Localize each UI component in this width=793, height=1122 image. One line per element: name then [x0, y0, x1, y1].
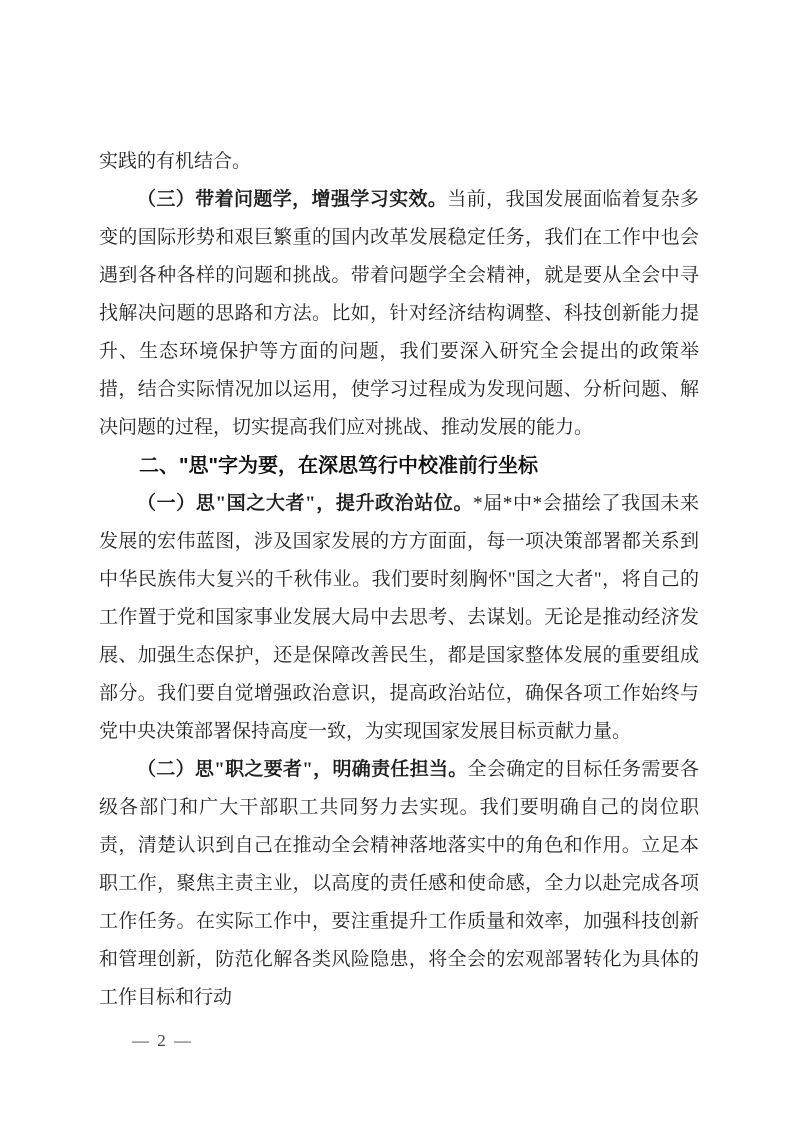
- paragraph-text-three: 当前，我国发展面临着复杂多变的国际形势和艰巨繁重的国内改革发展稳定任务，我们在工作中也会遇到各种各样的问题和挑战。带着问题学全会精神，就是要从全会中寻找解决问题的思路和方法。比如，针对经济结构调整、科技创新能力提升、生态环境保护等方面的问题，我们要深入研究全会提出的政策举措，结合实际情况加以运用，使学习过程成为发现问题、分析问题、解决问题的过程，切实提高我们应对挑战、推动发展的能力。: [99, 189, 699, 438]
- document-body: [99, 143, 699, 1017]
- paragraph-item-two: [99, 751, 699, 1017]
- paragraph-continuation: 实践的有机结合。: [99, 151, 252, 172]
- paragraph-lead-one: （一）思"国之大者"，提升政治站位。: [137, 493, 474, 514]
- section-heading-two: 二、"思"字为要，在深思笃行中校准前行坐标: [139, 455, 538, 477]
- paragraph-lead-three: （三）带着问题学，增强学习实效。: [137, 189, 448, 210]
- paragraph-text-one: *届*中*会描绘了我国未来发展的宏伟蓝图，涉及国家发展的方方面面，每一项决策部署都关系到中华民族伟大复兴的千秋伟业。我们要时刻胸怀"国之大者"，将自己的工作置于党和国家事业发展大局中去思考、去谋划。无论是推动经济发展、加强生态保护，还是保障改善民生，都是国家整体发展的重要组成部分。我们要自觉增强政治意识，提高政治站位，确保各项工作始终与党中央决策部署保持高度一致，为实现国家发展目标贡献力量。: [99, 493, 699, 742]
- paragraph-text-two: 全会确定的目标任务需要各级各部门和广大干部职工共同努力去实现。我们要明确自己的岗位职责，清楚认识到自己在推动全会精神落地落实中的角色和作用。立足本职工作，聚焦主责主业，以高度的责任感和使命感，全力以赴完成各项工作任务。在实际工作中，要注重提升工作质量和效率，加强科技创新和管理创新，防范化解各类风险隐患，将全会的宏观部署转化为具体的工作目标和行动: [99, 759, 699, 1008]
- page-number: — 2 —: [132, 1031, 193, 1050]
- paragraph-lead-two: （二）思"职之要者"，明确责任担当。: [137, 759, 468, 780]
- paragraph-item-three: [99, 181, 699, 447]
- paragraph-item-one: [99, 485, 699, 751]
